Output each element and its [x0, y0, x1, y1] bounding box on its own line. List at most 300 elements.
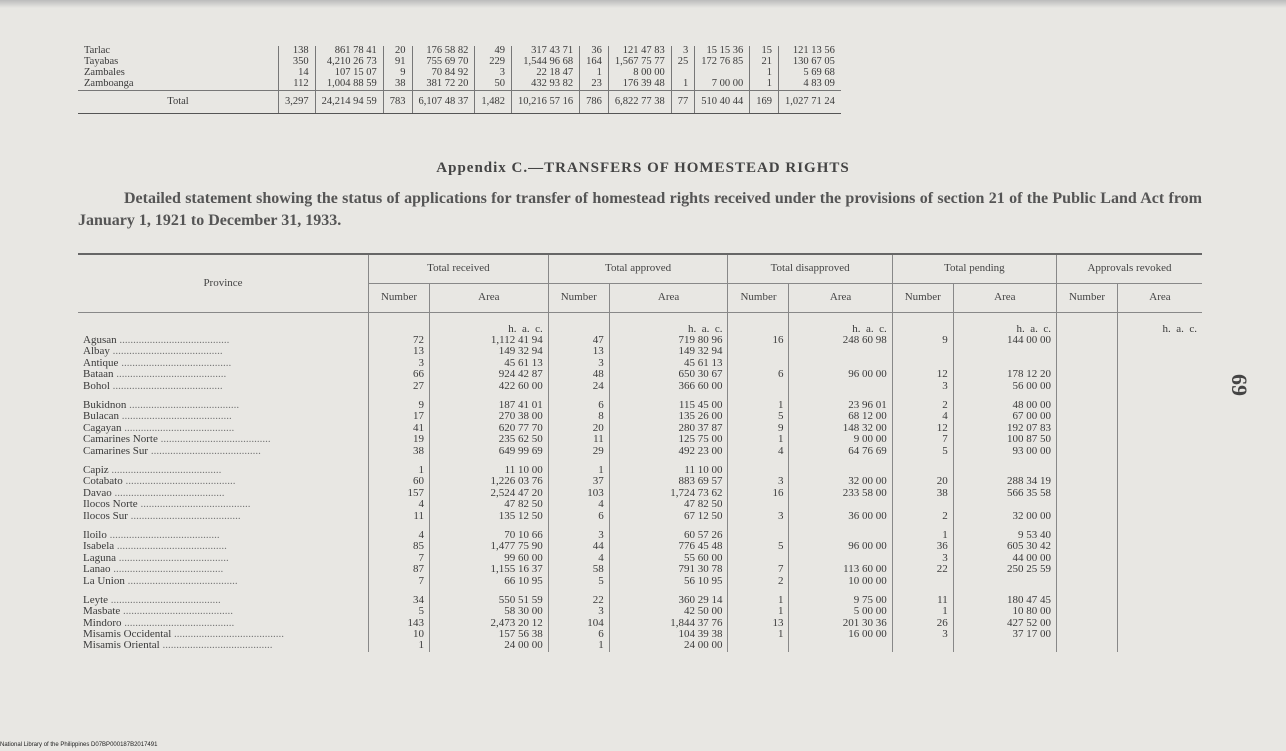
units-spacer	[369, 313, 430, 336]
table-cell: 9 53 40	[953, 530, 1056, 541]
province-name: Tayabas	[78, 57, 279, 68]
table-cell	[1056, 510, 1117, 521]
area-subheader: Area	[1117, 284, 1202, 313]
leader-dots: ........................................	[109, 380, 223, 392]
table-cell: 650 30 67	[609, 369, 728, 380]
leader-dots: ........................................	[108, 464, 222, 476]
scan-edge	[0, 0, 1286, 8]
table-cell: 192 07 83	[953, 423, 1056, 434]
table-cell	[1117, 530, 1202, 541]
table-cell: 1,226 03 76	[430, 476, 549, 487]
table-cell: 11	[548, 434, 609, 445]
table-cell	[728, 381, 789, 392]
gap-cell	[1056, 587, 1117, 595]
area-subheader: Area	[430, 284, 549, 313]
table-cell: 17	[369, 411, 430, 422]
province-cell	[78, 476, 369, 487]
table-cell	[728, 346, 789, 357]
table-cell: 103	[548, 488, 609, 499]
area-subheader: Area	[953, 284, 1056, 313]
table-cell	[1117, 400, 1202, 411]
table-cell: 1	[671, 79, 695, 91]
table-cell: 96 00 00	[789, 541, 892, 552]
gap-cell	[1056, 392, 1117, 400]
table-cell	[1117, 411, 1202, 422]
total-cell: 3,297	[279, 91, 316, 114]
table-cell: 10	[369, 629, 430, 640]
table-cell: 60 57 26	[609, 530, 728, 541]
table-cell	[1056, 423, 1117, 434]
table-cell: 3	[475, 68, 512, 79]
table-cell: 34	[369, 595, 430, 606]
table-cell	[892, 575, 953, 586]
table-cell: 317 43 71	[512, 46, 580, 57]
province-name: Tarlac	[78, 46, 279, 57]
province-name: Lanao	[83, 564, 111, 576]
province-cell	[78, 595, 369, 606]
units-spacer	[892, 313, 953, 336]
leader-dots: ........................................	[109, 346, 223, 358]
province-cell	[78, 618, 369, 629]
table-cell	[1117, 476, 1202, 487]
table-cell: 2,524 47 20	[430, 488, 549, 499]
table-cell: 48	[548, 369, 609, 380]
table-cell: 1	[892, 606, 953, 617]
number-subheader: Number	[548, 284, 609, 313]
table-cell: 791 30 78	[609, 564, 728, 575]
table-cell: 11	[369, 510, 430, 521]
number-subheader: Number	[1056, 284, 1117, 313]
total-cell: 783	[383, 91, 412, 114]
table-cell: 38	[892, 488, 953, 499]
province-name: Bulacan	[83, 411, 120, 423]
table-cell: 3	[892, 553, 953, 564]
table-row	[78, 640, 1202, 651]
table-row	[78, 476, 1202, 487]
table-cell: 1,724 73 62	[609, 488, 728, 499]
table-cell: 366 60 00	[609, 381, 728, 392]
table-cell: 3	[892, 381, 953, 392]
table-cell: 85	[369, 541, 430, 552]
table-cell: 32 00 00	[789, 476, 892, 487]
table-cell: 1	[548, 465, 609, 476]
table-cell	[953, 499, 1056, 510]
total-cell: 510 40 44	[695, 91, 750, 114]
table-cell: 135 26 00	[609, 411, 728, 422]
table-cell	[1117, 434, 1202, 445]
table-cell: 42 50 00	[609, 606, 728, 617]
table-cell: 49	[475, 46, 512, 57]
transfers-table	[78, 253, 1202, 652]
province-name: Misamis Occidental	[83, 628, 172, 641]
province-name: Albay	[83, 346, 110, 358]
table-cell	[1056, 446, 1117, 457]
table-cell	[1056, 553, 1117, 564]
leader-dots: ........................................	[137, 499, 251, 511]
total-cell: 10,216 57 16	[512, 91, 580, 114]
table-cell: 1	[728, 606, 789, 617]
province-name: Ilocos Norte	[83, 499, 138, 511]
table-cell: 25	[671, 57, 695, 68]
table-cell: 248 60 98	[789, 335, 892, 346]
total-cell: 24,214 94 59	[315, 91, 383, 114]
table-cell	[789, 640, 892, 651]
table-cell	[1056, 465, 1117, 476]
units-row	[78, 313, 1202, 336]
table-cell: 3	[548, 606, 609, 617]
table-cell	[1056, 411, 1117, 422]
gap-cell	[78, 522, 369, 530]
table-cell: 70 84 92	[412, 68, 475, 79]
table-cell: 381 72 20	[412, 79, 475, 91]
table-cell: 19	[369, 434, 430, 445]
table-cell: 9	[892, 335, 953, 346]
province-cell	[78, 381, 369, 392]
province-cell	[78, 553, 369, 564]
table-row	[78, 499, 1202, 510]
province-name: Bataan	[83, 369, 114, 381]
table-cell	[892, 640, 953, 651]
leader-dots: ........................................	[120, 606, 234, 618]
table-cell: 38	[369, 446, 430, 457]
table-cell: 5 69 68	[803, 67, 835, 79]
table-row	[78, 79, 841, 91]
province-cell	[78, 358, 369, 369]
province-name: Cagayan	[83, 422, 122, 434]
table-cell: 6	[728, 369, 789, 380]
table-cell: 60	[369, 476, 430, 487]
table-cell	[1056, 640, 1117, 651]
number-subheader: Number	[728, 284, 789, 313]
table-row	[78, 488, 1202, 499]
table-cell: 144 00 00	[953, 335, 1056, 346]
table-cell: 50	[475, 79, 512, 91]
table-cell: 67 12 50	[609, 510, 728, 521]
table-cell: 20	[548, 423, 609, 434]
table-cell	[728, 499, 789, 510]
province-name: Isabela	[83, 541, 115, 553]
table-cell: 100 87 50	[953, 434, 1056, 445]
table-cell: 44	[548, 541, 609, 552]
gap-cell	[789, 457, 892, 465]
province-name: Zambales	[78, 68, 279, 79]
leader-dots: ........................................	[115, 552, 229, 564]
table-cell	[1056, 499, 1117, 510]
table-cell: 11	[892, 595, 953, 606]
table-cell: 107 15 07	[315, 68, 383, 79]
table-cell: 8	[548, 411, 609, 422]
table-cell: 47 82 50	[609, 499, 728, 510]
table-cell: 233 58 00	[789, 488, 892, 499]
table-cell: 16 00 00	[789, 629, 892, 640]
table-cell	[1117, 553, 1202, 564]
table-cell: 3	[728, 476, 789, 487]
table-cell	[1056, 575, 1117, 586]
table-cell	[728, 640, 789, 651]
group-header-approved: Total approved	[548, 254, 728, 284]
province-name: Camarines Sur	[83, 445, 149, 457]
gap-cell	[78, 392, 369, 400]
table-cell: 1	[728, 595, 789, 606]
table-cell: 7	[728, 564, 789, 575]
table-cell: 1	[892, 530, 953, 541]
table-cell: 24 00 00	[430, 640, 549, 651]
table-cell: 45 61 13	[609, 358, 728, 369]
units-spacer	[78, 313, 369, 336]
table-cell: 4	[892, 411, 953, 422]
province-name: Zamboanga	[78, 79, 279, 91]
table-row	[78, 575, 1202, 586]
table-cell: 1,004 88 59	[315, 79, 383, 91]
table-cell: 9	[369, 400, 430, 411]
table-cell: 861 78 41	[315, 46, 383, 57]
total-cell: 1,027 71 24	[779, 91, 841, 114]
table-row	[78, 541, 1202, 552]
table-cell: 58	[548, 564, 609, 575]
table-cell: 22	[548, 595, 609, 606]
table-cell: 1	[728, 400, 789, 411]
table-cell: 1,112 41 94	[430, 335, 549, 346]
table-cell: 37	[548, 476, 609, 487]
table-cell: 47 82 50	[430, 499, 549, 510]
leader-dots: ........................................	[121, 422, 235, 434]
total-cell: 77	[671, 91, 695, 114]
province-cell	[78, 499, 369, 510]
table-cell: 22 18 47	[512, 68, 580, 79]
leader-dots: ........................................	[119, 411, 232, 423]
leader-dots: ........................................	[111, 487, 225, 499]
province-name: Masbate	[83, 606, 121, 618]
table-cell: 2,473 20 12	[430, 618, 549, 629]
number-subheader: Number	[892, 284, 953, 313]
table-cell: 1,477 75 90	[430, 541, 549, 552]
table-cell	[1117, 629, 1202, 640]
table-row	[78, 369, 1202, 380]
table-cell: 148 32 00	[789, 423, 892, 434]
table-cell: 164	[580, 57, 609, 68]
table-cell: 157 56 38	[430, 629, 549, 640]
table-row	[78, 606, 1202, 617]
table-cell: 72	[369, 335, 430, 346]
appendix-description: Detailed statement showing the status of applications for transfer of homestead rights received under the provisions of section 21 of the Public Land Act from January 1, 1921 to December 31, 1933.	[78, 190, 1202, 229]
table-cell: 1,844 37 76	[609, 618, 728, 629]
province-cell	[78, 530, 369, 541]
province-name: Leyte	[83, 594, 109, 606]
leader-dots: ........................................	[126, 399, 240, 412]
table-cell	[1056, 476, 1117, 487]
total-cell: 6,107 48 37	[412, 91, 475, 114]
province-cell	[78, 640, 369, 651]
table-cell: 3	[548, 530, 609, 541]
gap-cell	[1117, 457, 1202, 465]
table-cell: 29	[548, 446, 609, 457]
leader-dots: ........................................	[108, 594, 221, 606]
table-cell: 143	[369, 618, 430, 629]
table-cell: 1	[369, 465, 430, 476]
table-cell: 3	[728, 510, 789, 521]
province-name: Antique	[83, 357, 119, 369]
group-header-pending: Total pending	[892, 254, 1056, 284]
table-cell: 135 12 50	[430, 510, 549, 521]
province-name: Capiz	[83, 464, 109, 476]
table-cell	[1056, 629, 1117, 640]
table-cell: 10 00 00	[789, 575, 892, 586]
table-cell: 26	[892, 618, 953, 629]
leader-dots: ........................................	[114, 541, 227, 553]
leader-dots: ........................................	[127, 510, 241, 522]
table-cell: 649 99 69	[430, 446, 549, 457]
table-cell: 20	[383, 46, 412, 57]
table-cell: 149 32 94	[430, 346, 549, 357]
table-cell	[1117, 606, 1202, 617]
table-row	[78, 446, 1202, 457]
province-cell	[78, 575, 369, 586]
table-cell: 1	[728, 629, 789, 640]
table-cell: 1	[369, 640, 430, 651]
leader-dots: ........................................	[106, 529, 220, 541]
table-cell: 250 25 59	[953, 564, 1056, 575]
table-cell	[1117, 423, 1202, 434]
province-cell	[78, 346, 369, 357]
leader-dots: ........................................	[118, 357, 232, 369]
table-cell: 1,155 16 37	[430, 564, 549, 575]
table-cell	[789, 499, 892, 510]
table-cell: 3	[892, 629, 953, 640]
table-cell: 66 10 95	[430, 575, 549, 586]
table-cell: 32 00 00	[953, 510, 1056, 521]
table-cell: 13	[728, 618, 789, 629]
table-cell	[1056, 595, 1117, 606]
province-name: Iloilo	[83, 529, 107, 541]
table-cell: 56 00 00	[953, 381, 1056, 392]
table-cell: 12	[892, 369, 953, 380]
table-row	[78, 346, 1202, 357]
gap-cell	[1117, 392, 1202, 400]
leader-dots: ........................................	[148, 445, 261, 457]
table-cell: 45 61 13	[430, 358, 549, 369]
table-cell: 176 39 48	[608, 79, 671, 91]
table-cell: 1	[750, 68, 779, 79]
table-row	[78, 629, 1202, 640]
table-cell	[1117, 335, 1202, 346]
province-cell	[78, 629, 369, 640]
province-cell	[78, 488, 369, 499]
area-subheader: Area	[789, 284, 892, 313]
gap-cell	[1117, 522, 1202, 530]
province-cell	[78, 369, 369, 380]
province-name: Misamis Oriental	[83, 640, 160, 652]
total-cell: 786	[580, 91, 609, 114]
table-cell: 115 45 00	[609, 400, 728, 411]
table-cell	[1117, 541, 1202, 552]
table-cell: 1,567 75 77	[608, 57, 671, 68]
table-cell: 13	[548, 346, 609, 357]
group-header-disapproved: Total disapproved	[728, 254, 892, 284]
table-cell	[1056, 335, 1117, 346]
table-cell: 270 38 00	[430, 411, 549, 422]
total-label: Total	[78, 91, 279, 114]
table-cell: 4	[369, 499, 430, 510]
table-cell: 5	[892, 446, 953, 457]
table-cell: 13	[369, 346, 430, 357]
table-cell: 1	[728, 434, 789, 445]
table-cell: 36	[580, 46, 609, 57]
table-cell: 883 69 57	[609, 476, 728, 487]
table-cell: 4	[548, 553, 609, 564]
table-cell	[1117, 510, 1202, 521]
table-cell: 924 42 87	[430, 369, 549, 380]
table-cell	[892, 499, 953, 510]
table-cell: 201 30 36	[789, 618, 892, 629]
table-cell	[1056, 381, 1117, 392]
table-cell: 16	[728, 335, 789, 346]
table-cell: 47	[548, 335, 609, 346]
table-cell: 96 00 00	[789, 369, 892, 380]
province-name: La Union	[83, 575, 125, 587]
province-cell	[78, 541, 369, 552]
table-cell: 93 00 00	[953, 446, 1056, 457]
table-cell	[953, 346, 1056, 357]
leader-dots: ........................................	[110, 564, 224, 576]
table-cell	[1117, 499, 1202, 510]
table-cell: 70 10 66	[430, 530, 549, 541]
province-name: Cotabato	[83, 476, 123, 488]
table-cell: 1	[580, 68, 609, 79]
table-cell: 360 29 14	[609, 595, 728, 606]
province-name: Mindoro	[83, 617, 122, 629]
table-cell: 288 34 19	[953, 476, 1056, 487]
table-cell: 280 37 87	[609, 423, 728, 434]
province-name: Ilocos Sur	[83, 510, 128, 522]
table-cell: 121 47 83	[608, 46, 671, 57]
gap-cell	[789, 522, 892, 530]
table-cell	[1117, 575, 1202, 586]
table-cell: 16	[728, 488, 789, 499]
province-name: Davao	[83, 487, 112, 499]
table-cell: 422 60 00	[430, 381, 549, 392]
table-cell: 15	[750, 46, 779, 57]
table-cell: 138	[279, 46, 316, 57]
leader-dots: ........................................	[159, 640, 273, 652]
table-cell: 14	[279, 68, 316, 79]
province-cell	[78, 335, 369, 346]
table-cell: 566 35 58	[953, 488, 1056, 499]
table-cell: 64 76 69	[789, 446, 892, 457]
table-cell: 20	[892, 476, 953, 487]
table-cell: 2	[892, 400, 953, 411]
table-cell: 172 76 85	[695, 57, 750, 68]
gap-cell	[1056, 522, 1117, 530]
leader-dots: ........................................	[116, 335, 230, 347]
table-cell: 130 67 05	[792, 56, 835, 68]
table-cell: 44 00 00	[953, 553, 1056, 564]
table-cell: 180 47 45	[953, 595, 1056, 606]
table-cell: 350	[279, 57, 316, 68]
table-cell: 121 13 56	[792, 45, 835, 57]
gap-cell	[1056, 457, 1117, 465]
table-cell: 187 41 01	[430, 400, 549, 411]
table-cell: 3	[548, 358, 609, 369]
number-subheader: Number	[369, 284, 430, 313]
table-cell: 99 60 00	[430, 553, 549, 564]
gap-cell	[728, 522, 789, 530]
province-name: Bohol	[83, 380, 110, 392]
province-name: Agusan	[83, 335, 117, 347]
table-cell: 235 62 50	[430, 434, 549, 445]
previous-table-tail	[78, 46, 841, 114]
table-cell	[1117, 640, 1202, 651]
table-cell	[1117, 488, 1202, 499]
